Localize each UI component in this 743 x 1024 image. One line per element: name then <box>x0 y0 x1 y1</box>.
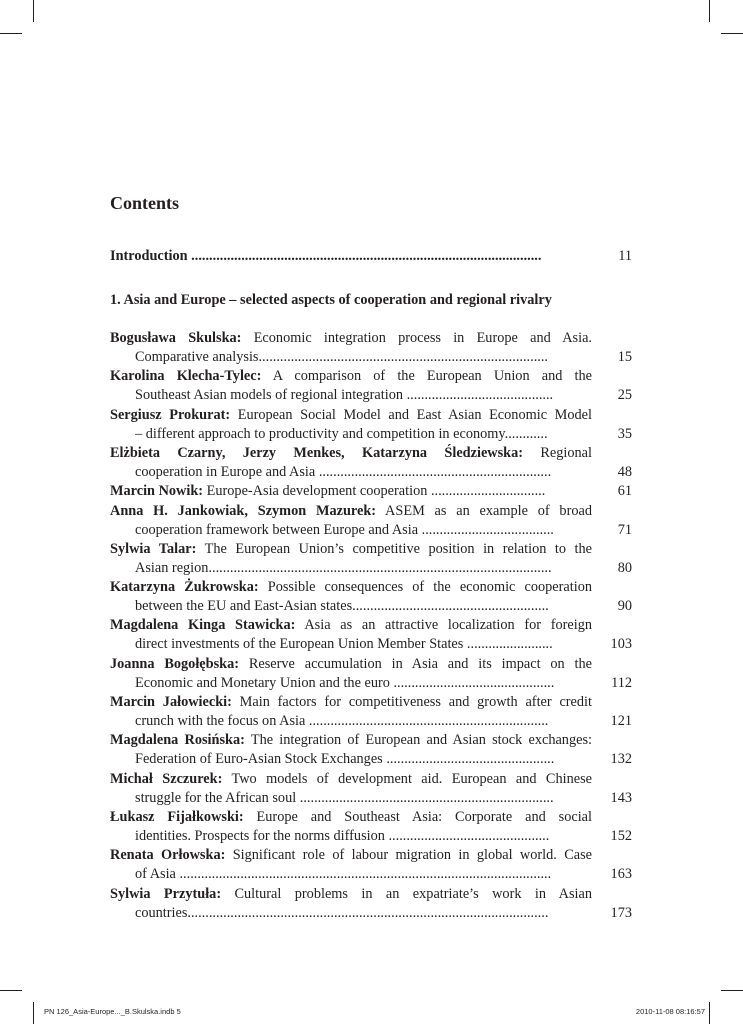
toc-entry-first-line <box>110 578 592 597</box>
toc-title-continuation: identities. Prospects for the norms diffusion ............................................. <box>135 827 550 844</box>
footer-timestamp: 2010-11-08 08:16:57 <box>635 1007 705 1016</box>
toc-page-number: 163 <box>610 866 632 883</box>
toc-title-continuation: Asian region................................................................................................ <box>135 559 552 576</box>
toc-page-number: 121 <box>610 713 632 729</box>
toc-entry-first-line <box>110 655 592 674</box>
toc-author: Magdalena Kinga Stawicka: <box>110 617 296 634</box>
toc-entry-first-line <box>110 616 592 635</box>
toc-title: Economic integration process in Europe and Asia. <box>241 330 592 346</box>
toc-title: Main factors for competitiveness and growth after credit <box>231 694 592 710</box>
toc-entry-first-line <box>110 329 592 348</box>
toc-page-number: 112 <box>611 674 632 691</box>
toc-title-continuation: direct investments of the European Union Member States ........................ <box>135 636 553 653</box>
toc-title: Europe-Asia development cooperation ................................ <box>203 483 546 500</box>
toc-entry-first-line <box>110 770 592 789</box>
toc-author: Elżbieta Czarny, Jerzy Menkes, Katarzyna Śledziewska: <box>110 444 524 461</box>
toc-title-continuation: between the EU and East-Asian states....................................................... <box>135 598 549 615</box>
toc-title: Cultural problems in an expatriate’s work in Asian <box>221 885 592 902</box>
toc-author: Marcin Nowik: <box>110 483 204 500</box>
toc-entry-first-line <box>110 482 590 501</box>
toc-title-continuation: countries..................................................................................................... <box>135 904 549 921</box>
toc-author: Sergiusz Prokurat: <box>110 406 231 423</box>
toc-entry-first-line <box>110 885 592 904</box>
toc-title: Asia as an attractive localization for foreign <box>295 617 592 634</box>
toc-author: Sylwia Talar: <box>110 540 197 557</box>
toc-page-number: 35 <box>617 425 632 442</box>
toc-author: Marcin Jałowiecki: <box>110 694 232 710</box>
toc-entry-first-line <box>110 693 592 712</box>
toc-author: Katarzyna Żukrowska: <box>110 579 259 596</box>
toc-title: Two models of development aid. European and Chinese <box>222 770 592 787</box>
crop-mark <box>0 990 22 991</box>
toc-title-continuation: crunch with the focus on Asia ................................................................... <box>135 713 549 729</box>
toc-title-continuation: Southeast Asian models of regional integration ......................................... <box>135 387 554 404</box>
toc-title: Significant role of labour migration in global world. Case <box>225 847 592 864</box>
toc-title-continuation: Comparative analysis................................................................................. <box>135 349 548 365</box>
toc-page-number: 132 <box>610 751 632 768</box>
toc-title: European Social Model and East Asian Economic Model <box>230 406 592 423</box>
crop-mark <box>721 33 743 34</box>
toc-title: The European Union’s competitive position in relation to the <box>196 540 592 557</box>
toc-title-continuation: struggle for the African soul ....................................................................... <box>135 789 554 806</box>
section-title: 1. Asia and Europe – selected aspects of cooperation and regional rivalry <box>110 292 552 308</box>
toc-title: Regional <box>523 444 592 461</box>
crop-mark <box>721 990 743 991</box>
toc-title-continuation: – different approach to productivity and competition in economy............ <box>135 425 548 442</box>
toc-title-continuation: Economic and Monetary Union and the euro ............................................. <box>135 674 555 691</box>
footer-file-info: PN 126_Asia-Europe..._B.Skulska.indb 5 <box>44 1007 181 1016</box>
toc-title-continuation: cooperation in Europe and Asia ................................................................. <box>135 463 552 480</box>
toc-title: Reserve accumulation in Asia and its impact on the <box>239 655 592 672</box>
toc-title: The integration of European and Asian stock exchanges: <box>244 732 592 749</box>
toc-entry-first-line <box>110 808 592 827</box>
crop-mark <box>33 0 34 22</box>
toc-page-number: 11 <box>618 248 632 264</box>
toc-page-number: 71 <box>617 521 632 538</box>
toc-page-number: 90 <box>617 598 632 615</box>
toc-title-continuation: Federation of Euro-Asian Stock Exchanges ............................................... <box>135 751 555 768</box>
toc-title: ASEM as an example of broad <box>376 502 592 519</box>
toc-page-number: 152 <box>610 827 632 844</box>
toc-page-number: 25 <box>617 387 632 404</box>
toc-entry-first-line <box>110 846 592 865</box>
toc-author: Michał Szczurek: <box>110 770 223 787</box>
toc-page-number: 103 <box>610 636 632 653</box>
toc-entry-first-line <box>110 540 592 559</box>
page-title: Contents <box>110 193 180 213</box>
toc-entry-first-line <box>110 502 592 521</box>
crop-mark <box>0 33 22 34</box>
toc-entry-first-line <box>110 444 592 463</box>
toc-page-number: 80 <box>617 559 632 576</box>
toc-author: Bogusława Skulska: <box>110 330 242 346</box>
toc-page-number: 48 <box>617 463 632 480</box>
toc-author: Anna H. Jankowiak, Szymon Mazurek: <box>110 502 377 519</box>
crop-mark <box>709 1002 710 1024</box>
toc-page-number: 15 <box>617 349 632 365</box>
toc-title: Possible consequences of the economic cooperation <box>258 579 592 596</box>
toc-title-continuation: cooperation framework between Europe and Asia ..................................... <box>135 521 554 538</box>
toc-title: A comparison of the European Union and the <box>261 368 592 385</box>
toc-author: Sylwia Przytuła: <box>110 885 222 902</box>
toc-author: Renata Orłowska: <box>110 847 226 864</box>
toc-author: Joanna Bogołębska: <box>110 655 240 672</box>
crop-mark <box>33 1002 34 1024</box>
toc-page-number: 61 <box>617 483 632 500</box>
toc-entry-first-line <box>110 367 592 386</box>
toc-entry-first-line <box>110 731 592 750</box>
toc-title-continuation: of Asia ........................................................................................................ <box>135 866 552 883</box>
toc-author: Magdalena Rosińska: <box>110 732 245 749</box>
crop-mark <box>709 0 710 22</box>
toc-page-number: 143 <box>610 789 632 806</box>
toc-page-number: 173 <box>610 904 632 921</box>
toc-author: Łukasz Fijałkowski: <box>110 808 244 825</box>
toc-entry-first-line <box>110 406 592 425</box>
toc-title: Europe and Southeast Asia: Corporate and social <box>243 808 592 825</box>
toc-author: Karolina Klecha-Tylec: <box>110 368 262 385</box>
toc-label: Introduction <box>110 248 188 264</box>
toc-dots: .................................................................................................. <box>187 248 542 264</box>
